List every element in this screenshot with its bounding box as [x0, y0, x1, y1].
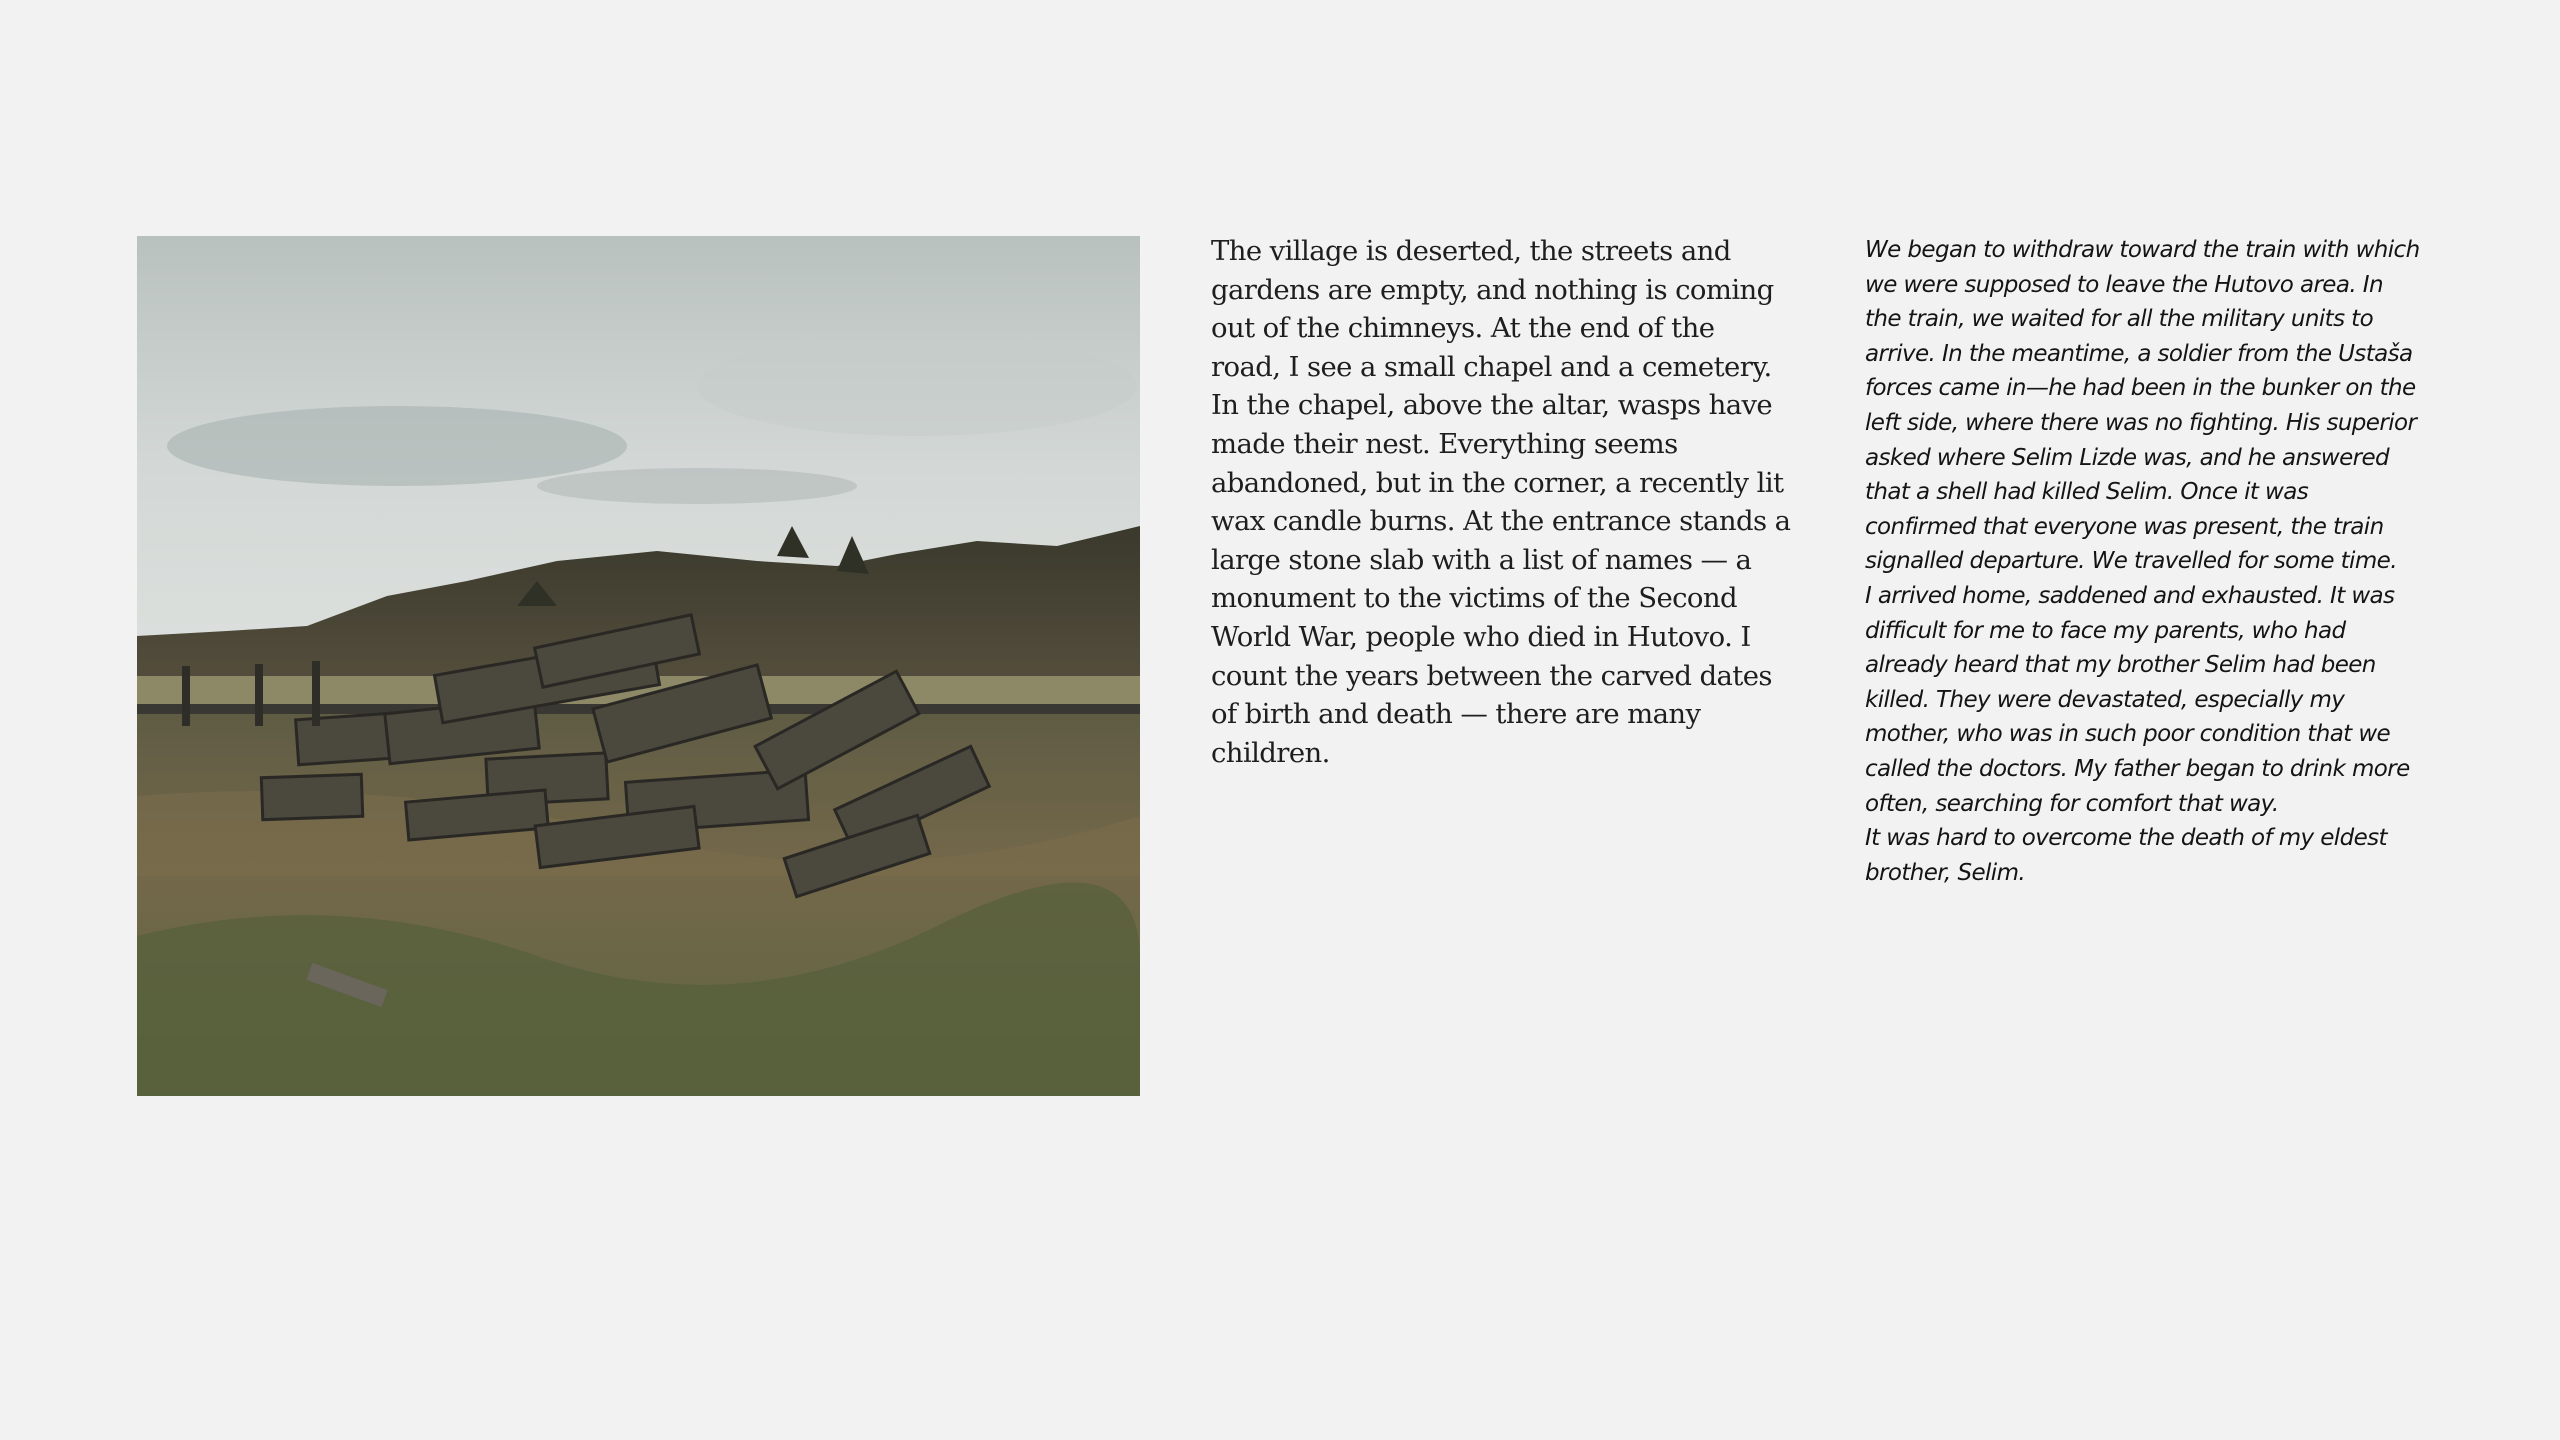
testimony-text — [1865, 233, 2425, 890]
cloud — [167, 406, 627, 486]
testimony-paragraph: It was hard to overcome the death of my eldest brother, Selim. — [1865, 825, 2387, 886]
fence-post — [255, 664, 263, 726]
narrative-text: The village is deserted, the streets and gardens are empty, and nothing is coming out of the chimneys. At the end of the road, I see a small chapel and a cemetery. In the chapel, above the altar, wasps have made their nest. Everything seems abandoned, but in the corner, a recently lit wax candle burns. At the entrance stands a large stone slab with a list of names — a monument to the victims of the Second World War, people who died in Hutovo. I count the years between the carved dates of birth and death — there are many children. — [1211, 235, 1791, 769]
fence-post — [312, 661, 320, 726]
testimony-paragraph: We began to withdraw toward the train with which we were supposed to leave the Hutovo area. In the train, we waited for all the military units to arrive. In the meantime, a soldier from the Ustaša forces came in—he had been in the bunker on the left side, where there was no fighting. His superior asked where Selim Lizde was, and he answered that a shell had killed Selim. Once it was confirmed that everyone was present, the train signalled departure. We travelled for some time. — [1865, 237, 2420, 575]
cloud — [697, 336, 1137, 436]
fence-post — [182, 666, 190, 726]
photograph — [137, 236, 1140, 1096]
photo-illustration — [137, 236, 1140, 1096]
cloud — [537, 468, 857, 504]
testimony-paragraph: I arrived home, saddened and exhausted. It was difficult for me to face my parents, who had already heard that my brother Selim had been killed. They were devastated, especially my mother, who was in such poor condition that we called the doctors. My father began to drink more often, searching for comfort that way. — [1865, 582, 2410, 817]
